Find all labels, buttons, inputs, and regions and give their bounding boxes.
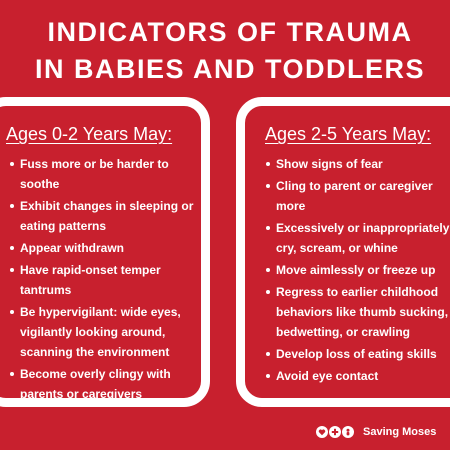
ages-0-2-heading: Ages 0-2 Years May:	[6, 124, 173, 144]
brand-footer	[316, 426, 436, 438]
title-line-2: IN BABIES AND TODDLERS	[34, 54, 426, 84]
list-item: Exhibit changes in sleeping or eating patterns	[10, 196, 200, 236]
bullet-icon	[266, 268, 270, 272]
bullet-icon	[266, 162, 270, 166]
ages-2-5-list	[266, 154, 450, 388]
bullet-icon	[266, 374, 270, 378]
bullet-icon	[10, 162, 14, 166]
plus-icon	[329, 426, 341, 438]
heart-icon	[316, 426, 328, 438]
page-title	[0, 14, 450, 88]
bullet-icon	[266, 290, 270, 294]
list-item: Excessively or inappropriately cry, scream, or whine	[266, 218, 450, 258]
person-icon	[342, 426, 354, 438]
list-item: Fuss more or be harder to soothe	[10, 154, 200, 194]
list-item: Cling to parent or caregiver more	[266, 176, 450, 216]
brand-logo	[316, 426, 354, 438]
bullet-icon	[266, 352, 270, 356]
list-item: Develop loss of eating skills	[266, 344, 450, 364]
ages-0-2-list	[10, 154, 200, 406]
list-item: Appear withdrawn	[10, 238, 200, 258]
ages-0-2-card	[0, 97, 210, 407]
list-item: Regress to earlier childhood behaviors like thumb sucking, bedwetting, or crawling	[266, 282, 450, 342]
bullet-icon	[266, 226, 270, 230]
list-item: Have rapid-onset temper tantrums	[10, 260, 200, 300]
title-line-1: INDICATORS OF TRAUMA	[47, 17, 413, 47]
bullet-icon	[10, 372, 14, 376]
list-item: Be hypervigilant: wide eyes, vigilantly looking around, scanning the environment	[10, 302, 200, 362]
bullet-icon	[10, 204, 14, 208]
ages-2-5-heading: Ages 2-5 Years May:	[265, 124, 432, 144]
bullet-icon	[10, 268, 14, 272]
bullet-icon	[10, 246, 14, 250]
list-item: Show signs of fear	[266, 154, 450, 174]
brand-name: Saving Moses	[363, 426, 437, 438]
list-item: Avoid eye contact	[266, 366, 450, 386]
bullet-icon	[10, 310, 14, 314]
bullet-icon	[266, 184, 270, 188]
list-item: Become overly clingy with parents or caregivers	[10, 364, 200, 404]
list-item: Move aimlessly or freeze up	[266, 260, 450, 280]
ages-2-5-card	[236, 97, 450, 407]
